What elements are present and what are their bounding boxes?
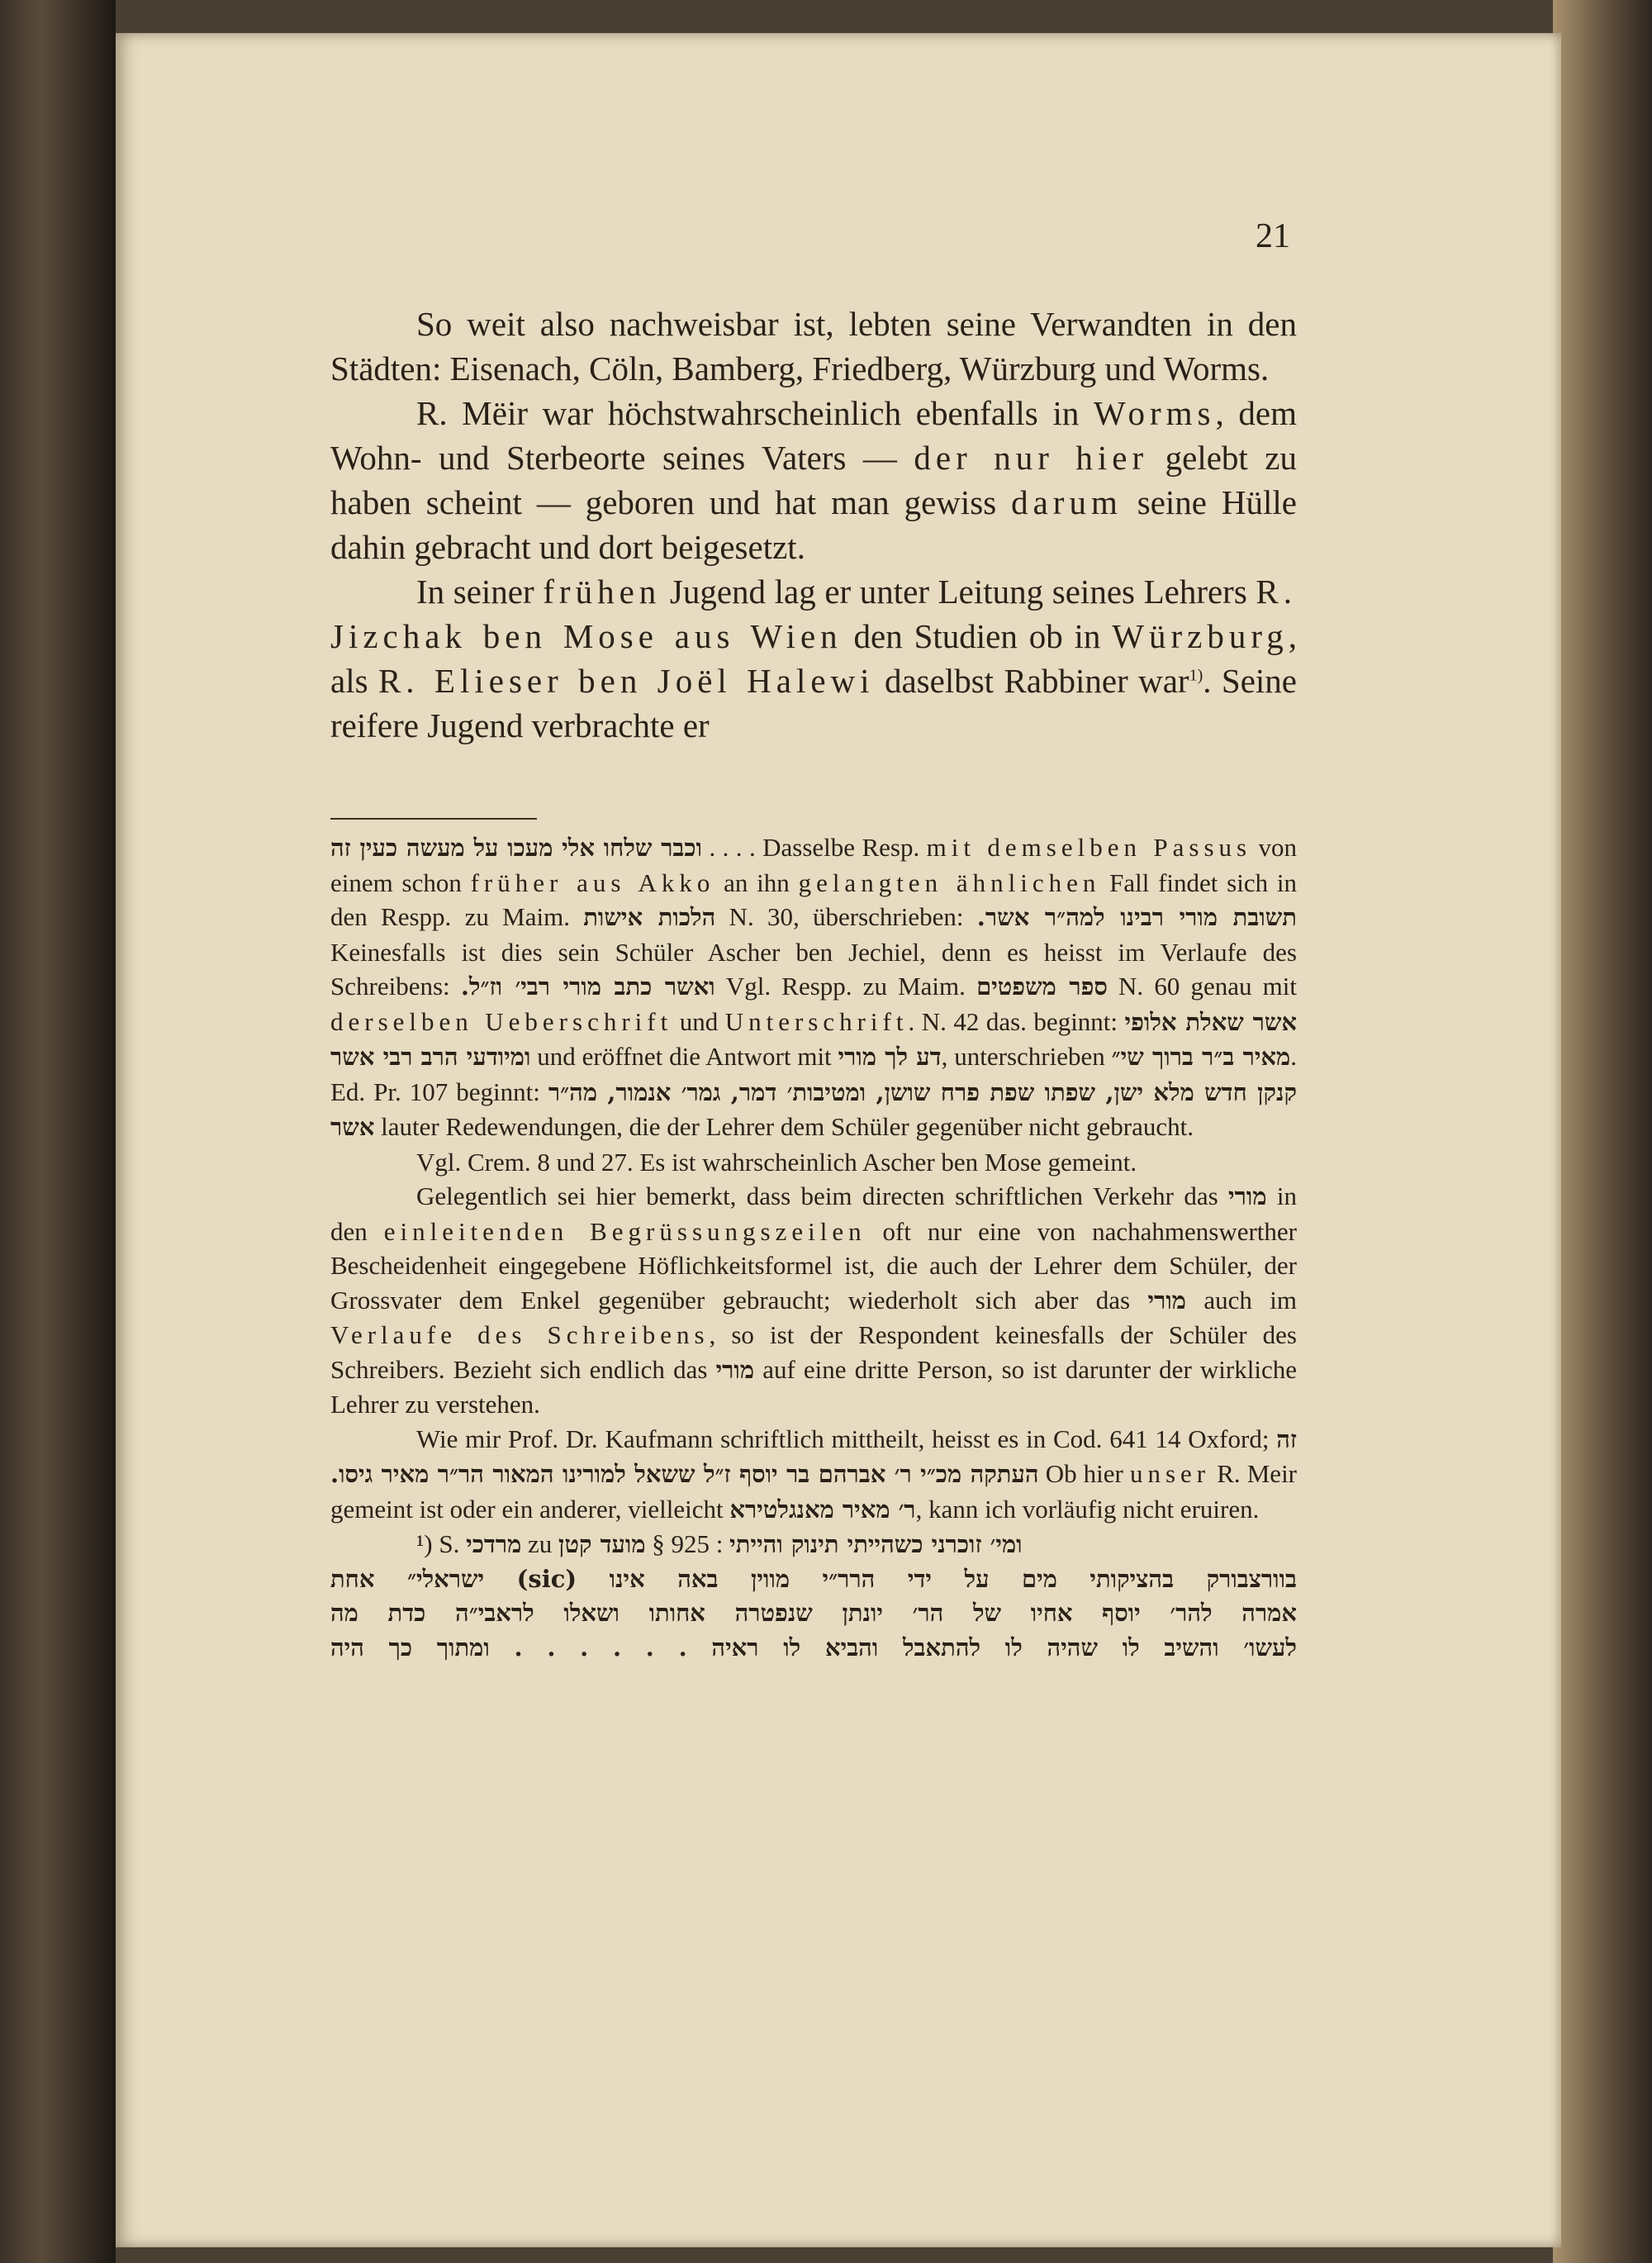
text-run: , als (330, 617, 1297, 700)
paragraph-1: So weit also nachweisbar ist, lebten seine Verwandten in den Städten: Eisenach, Cöln, Bamberg, Friedberg, Würzburg und Worms. (330, 305, 1297, 387)
note-3 (330, 1179, 1297, 1422)
text-run: den Studien ob in (842, 617, 1113, 655)
text-run: Keinesfalls ist dies sein Schüler Ascher ben Jechiel, denn es heisst im Verlaufe des Schreibens: (330, 937, 1297, 1001)
footnote-1 (330, 1527, 1297, 1562)
hebrew-quote: וכבר שלחו אלי מעכו על מעשה כעין זה (330, 834, 703, 862)
text-run: , dem Wohn- und Sterbeorte seines Vaters — (330, 394, 1298, 477)
hebrew-quote: דע לך מורי (838, 1043, 942, 1071)
spaced-emphasis: Verlaufe des Schreibens (330, 1320, 710, 1349)
text-run: daselbst Rabbiner war (874, 662, 1189, 700)
footnote-divider (330, 818, 537, 820)
text-run: § 925 : (645, 1529, 730, 1558)
spaced-emphasis: frühen (543, 573, 662, 611)
footnote-marker[interactable]: 1) (1189, 666, 1203, 685)
page-number: 21 (1256, 217, 1290, 255)
text-run: , so ist der Respondent keinesfalls der Schüler des Schreibers. Bezieht sich endlich das (330, 1320, 1297, 1384)
main-text (330, 302, 1297, 748)
text-run: oft nur eine von nachahmenswerther Bescheidenheit eingegebene Höflichkeitsformel ist, die auch der Lehrer dem Schüler, der Grossvater dem Enkel gegenüber gebraucht; wiederholt sich aber das (330, 1216, 1297, 1315)
hebrew-quote: מורי (1147, 1286, 1186, 1315)
spaced-emphasis: darum (1011, 483, 1123, 521)
hebrew-line: לעשו׳ והשיב לו שהיה לו להתאבל והביא לו ראיה . . . . . . ומתוך כך היה (330, 1633, 1297, 1662)
note-4 (330, 1422, 1297, 1528)
text-run: gelebt zu haben scheint — geboren und hat man gewiss (330, 439, 1297, 521)
text-run: . N. 42 das. beginnt: (908, 1006, 1125, 1036)
text-run: R. Meir gemeint ist oder ein anderer, vielleicht (330, 1459, 1298, 1524)
text-run: und (672, 1006, 725, 1036)
text-run: Jugend lag er unter Leitung seines Lehrers (661, 573, 1256, 611)
hebrew-line: בוורצבורק בהציקותי מים על ידי הרר״י מווין באה אינו (sic) ישראלי״ אחת (330, 1564, 1297, 1593)
spaced-emphasis: Worms (1094, 394, 1216, 432)
footnotes (330, 830, 1297, 1665)
hebrew-quote: זה העתקה מכ״י ר׳ אברהם בר יוסף ז״ל ששאל למורינו המאור הר״ר מאיר גיסו. (330, 1424, 1297, 1488)
note-1 (330, 830, 1297, 1145)
text-run: lauter Redewendungen, die der Lehrer dem Schüler gegenüber nicht gebraucht. (374, 1112, 1194, 1141)
text-run: Ob hier (1038, 1459, 1130, 1488)
spaced-emphasis: gelangten ähnlichen (798, 868, 1101, 897)
text-run: . Ed. Pr. 107 beginnt: (330, 1042, 1297, 1106)
text-run: auf eine dritte Person, so ist darunter der wirkliche Lehrer zu verstehen. (330, 1354, 1297, 1419)
spaced-emphasis: Würzburg (1112, 617, 1289, 655)
text-run: N. 30, überschrieben: (715, 902, 977, 931)
text-run: Vgl. Respp. zu Maim. (714, 972, 977, 1001)
text-run: an ihn (714, 868, 799, 897)
text-run: seine Hülle dahin gebracht und dort beigesetzt. (330, 483, 1297, 566)
hebrew-quote: תשובת מורי רבינו למה״ר אשר. (976, 903, 1297, 931)
text-run: Gelegentlich sei hier bemerkt, dass beim directen schriftlichen Verkehr das (416, 1181, 1229, 1210)
spaced-emphasis: der nur hier (914, 439, 1149, 477)
text-run: in den (330, 1181, 1297, 1246)
text-run: zu (521, 1529, 559, 1558)
text-run: N. 60 genau mit (1107, 972, 1298, 1001)
text-run: Wie mir Prof. Dr. Kaufmann schriftlich mittheilt, heisst es in Cod. 641 14 Oxford; (416, 1424, 1277, 1453)
text-run: . Seine reifere Jugend verbrachte er (330, 662, 1297, 744)
note-2: Vgl. Crem. 8 und 27. Es ist wahrscheinlich Ascher ben Mose gemeint. (416, 1147, 1137, 1177)
hebrew-quote: מאיר ב״ר ברוך שי״ (1111, 1043, 1291, 1071)
spaced-emphasis: R. Jizchak ben Mose aus Wien (330, 573, 1297, 655)
spaced-emphasis: unser (1129, 1459, 1211, 1488)
paragraph-3 (330, 569, 1297, 748)
spaced-emphasis: derselben Ueberschrift (330, 1006, 673, 1036)
text-run: von einem schon (330, 833, 1298, 897)
hebrew-quote: ומי׳ זוכרני כשהייתי תינוק והייתי (729, 1530, 1023, 1558)
footnote-label: ¹) S. (416, 1529, 460, 1558)
text-run: und eröffnet die Antwort mit (530, 1042, 838, 1071)
text-run: , unterschrieben (941, 1042, 1112, 1071)
hebrew-line: אמרה להר׳ יוסף אחיו של הר׳ יונתן שנפטרה אחותו ושאלו לראבי״ה כדת מה (330, 1599, 1297, 1627)
text-run: R. Mëir war höchstwahrscheinlich ebenfalls in (416, 394, 1094, 432)
hebrew-quote: אשר שאלת אלופי ומיודעי הרב רבי אשר (330, 1007, 1298, 1071)
text-run: , kann ich vorläufig nicht eruiren. (915, 1494, 1260, 1524)
paragraph-2 (330, 391, 1297, 569)
text-run: Fall findet sich in den Respp. zu Maim. (330, 868, 1297, 931)
hebrew-quote: הלכות אישות (583, 903, 716, 931)
hebrew-quote: מועד קטן (558, 1530, 646, 1558)
spaced-emphasis: einleitenden Begrüssungszeilen (383, 1216, 866, 1246)
hebrew-quote: ר׳ מאיר מאנגלטירא (729, 1495, 916, 1524)
hebrew-quote: ספר משפטים (976, 972, 1108, 1001)
hebrew-quote: מורי (1228, 1182, 1267, 1210)
hebrew-quote: מורי (715, 1355, 755, 1384)
text-run: In seiner (416, 573, 544, 611)
text-run: . . . . Dasselbe Resp. (702, 833, 927, 862)
hebrew-quote: מרדכי (466, 1530, 522, 1558)
book-cover-left (0, 0, 116, 2263)
spaced-emphasis: mit demselben Passus (926, 833, 1252, 862)
spaced-emphasis: früher aus Akko (470, 868, 715, 897)
hebrew-quote: ואשר כתב מורי רבי׳ וז״ל. (460, 972, 715, 1001)
spaced-emphasis: Unterschrift (724, 1006, 909, 1036)
book-cover-right (1553, 0, 1652, 2263)
text-run: auch im (1185, 1285, 1297, 1315)
spaced-emphasis: R. Elieser ben Joël Halewi (377, 662, 875, 700)
hebrew-quote: קנקן חדש מלא ישן, שפתו שפת פרח שושן, ומטיבות׳ דמר, גמר׳ אנמור, מה״ר אשר (330, 1077, 1297, 1141)
